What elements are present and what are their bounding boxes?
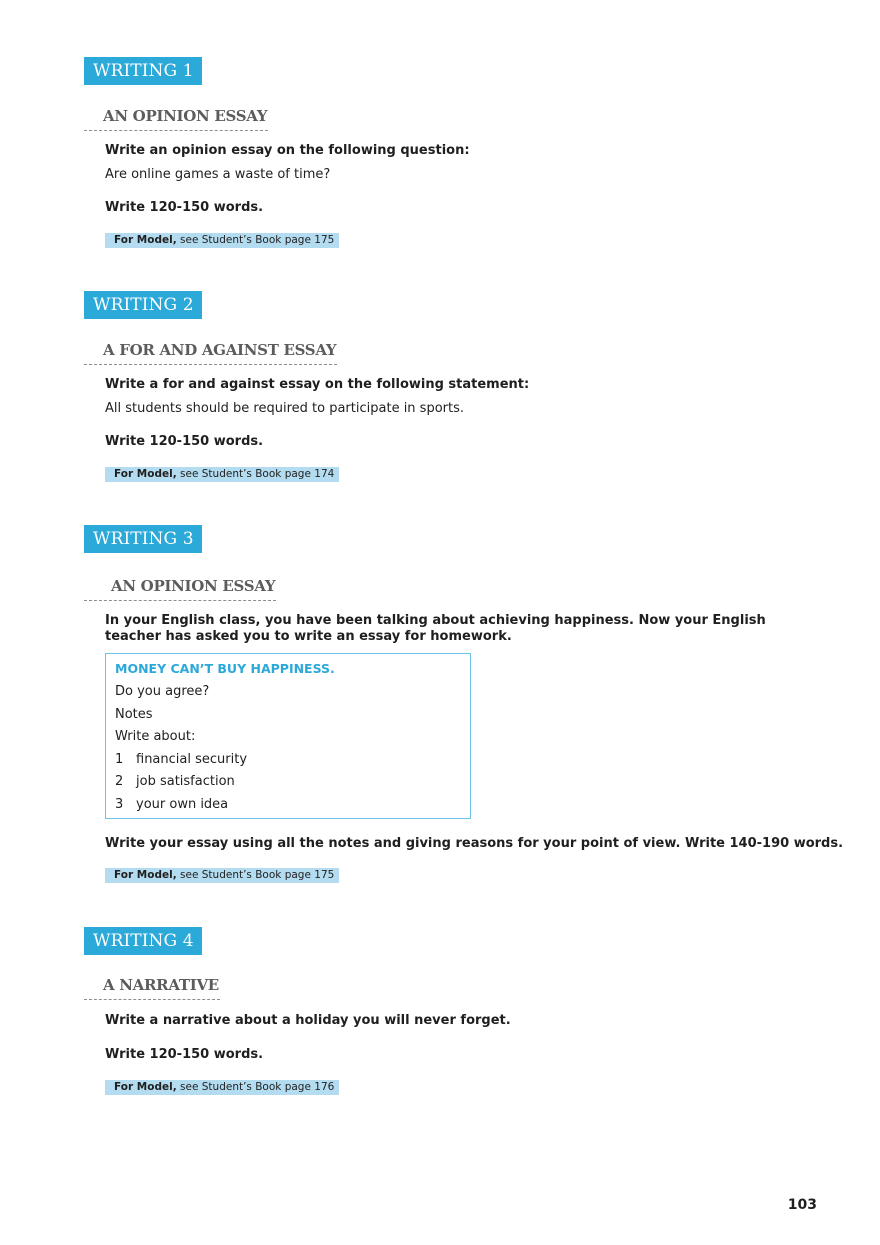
model-reference bbox=[105, 1080, 339, 1095]
write-about-label: Write about: bbox=[115, 729, 196, 744]
section-badge: WRITING 3 bbox=[84, 525, 202, 553]
notes-list-item bbox=[115, 797, 228, 813]
word-count: Write 120-150 words. bbox=[105, 200, 264, 215]
page-number: 103 bbox=[787, 1197, 817, 1213]
notes-box-heading: MONEY CAN’T BUY HAPPINESS. bbox=[115, 661, 335, 676]
task-instruction: Write an opinion essay on the following question: bbox=[105, 143, 470, 158]
model-reference bbox=[105, 233, 339, 248]
list-item-text: your own idea bbox=[136, 797, 229, 812]
section-badge: WRITING 4 bbox=[84, 927, 202, 955]
section-subtitle: AN OPINION ESSAY bbox=[84, 576, 276, 601]
model-reference bbox=[105, 467, 339, 482]
notes-box bbox=[105, 653, 471, 819]
section-badge: WRITING 1 bbox=[84, 57, 202, 85]
notes-list-item bbox=[115, 752, 247, 768]
notes-list-item bbox=[115, 774, 235, 790]
list-item-text: financial security bbox=[136, 752, 248, 767]
model-page: see Student’s Book page 176 bbox=[176, 1081, 335, 1093]
model-label: For Model, bbox=[114, 1081, 177, 1093]
task-prompt: All students should be required to participate in sports. bbox=[105, 401, 465, 416]
task-prompt: Are online games a waste of time? bbox=[105, 167, 331, 182]
model-label: For Model, bbox=[114, 234, 177, 246]
task-instruction: Write a narrative about a holiday you will never forget. bbox=[105, 1013, 511, 1028]
section-badge: WRITING 2 bbox=[84, 291, 202, 319]
section-subtitle: A FOR AND AGAINST ESSAY bbox=[84, 340, 337, 365]
model-page: see Student’s Book page 175 bbox=[176, 234, 335, 246]
notes-box-question: Do you agree? bbox=[115, 684, 210, 699]
model-reference bbox=[105, 868, 339, 883]
section-subtitle: A NARRATIVE bbox=[84, 975, 220, 1000]
task-instruction: In your English class, you have been talking about achieving happiness. Now your English teacher has asked you to write an essay for homework. bbox=[105, 613, 766, 644]
essay-instruction: Write your essay using all the notes and giving reasons for your point of view. Write 140-190 words. bbox=[105, 836, 844, 851]
notes-label: Notes bbox=[115, 707, 153, 722]
model-page: see Student’s Book page 174 bbox=[176, 468, 335, 480]
word-count: Write 120-150 words. bbox=[105, 434, 264, 449]
model-label: For Model, bbox=[114, 869, 177, 881]
model-page: see Student’s Book page 175 bbox=[176, 869, 335, 881]
model-label: For Model, bbox=[114, 468, 177, 480]
list-item-number: 3 bbox=[115, 797, 124, 812]
word-count: Write 120-150 words. bbox=[105, 1047, 264, 1062]
list-item-text: job satisfaction bbox=[136, 774, 235, 789]
list-item-number: 2 bbox=[115, 774, 124, 789]
section-subtitle: AN OPINION ESSAY bbox=[84, 106, 268, 131]
list-item-number: 1 bbox=[115, 752, 124, 767]
task-instruction: Write a for and against essay on the following statement: bbox=[105, 377, 530, 392]
